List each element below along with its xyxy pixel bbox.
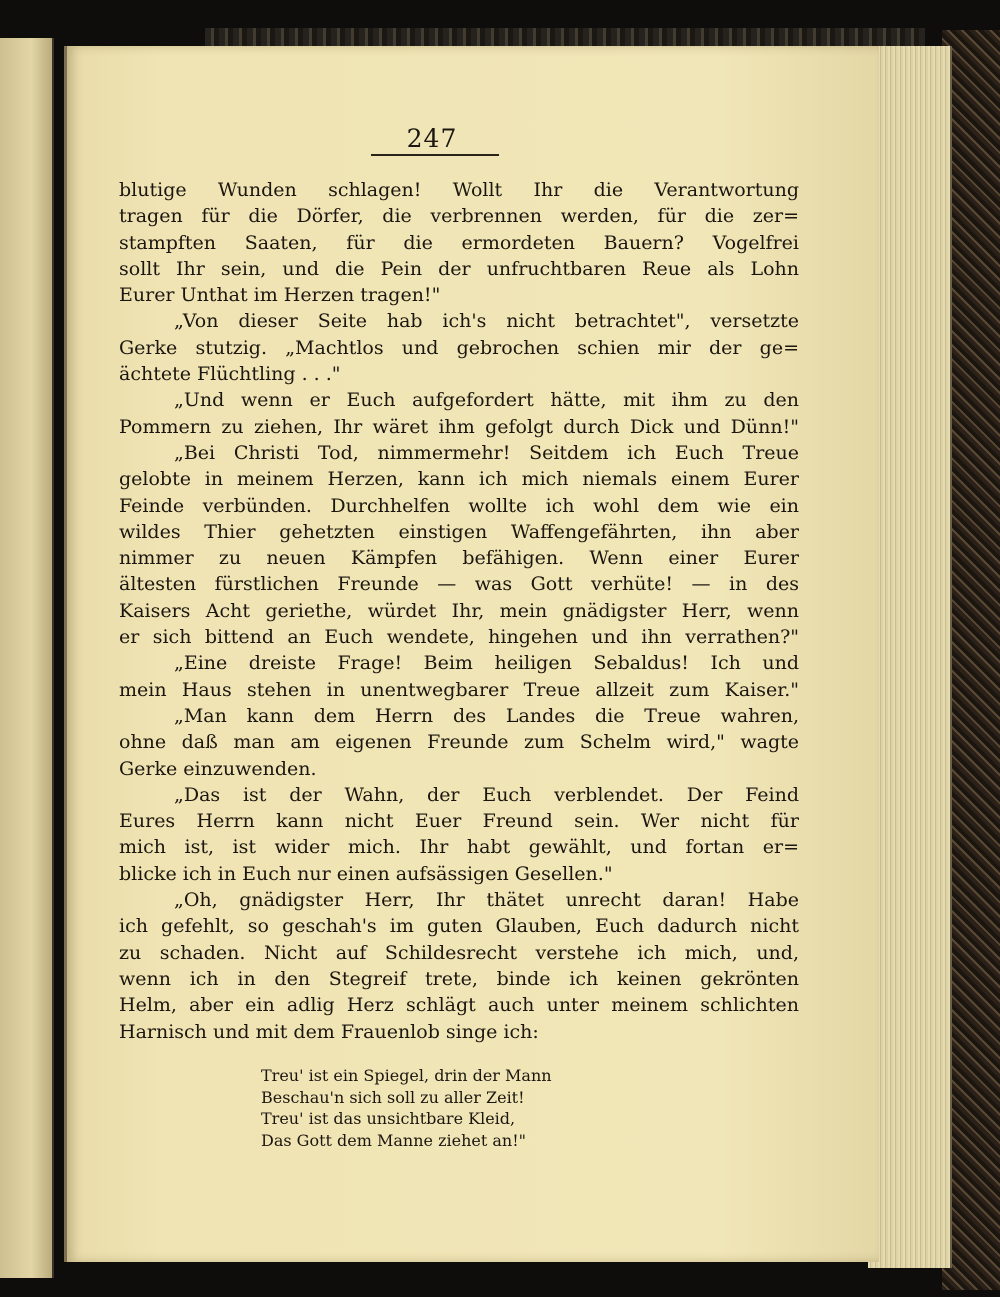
text-line: wildes Thier gehetzten einstigen Waffengefährten, ihn aber [119, 520, 799, 543]
text-line: wenn ich in den Stegreif trete, binde ich keinen gekrönten [119, 967, 799, 990]
text-line: Pommern zu ziehen, Ihr wäret ihm gefolgt durch Dick und Dünn!" [119, 415, 799, 438]
text-line: er sich bittend an Euch wendete, hingehen und ihn verrathen?" [119, 626, 799, 649]
page-block-edges [868, 46, 952, 1268]
text-line: „Oh, gnädigster Herr, Ihr thätet unrecht daran! Habe [174, 889, 799, 912]
text-line: nimmer zu neuen Kämpfen befähigen. Wenn einer Eurer [119, 547, 799, 570]
book-page [64, 46, 879, 1262]
text-line: „Bei Christi Tod, nimmermehr! Seitdem ich Euch Treue [174, 441, 799, 464]
text-line: „Man kann dem Herrn des Landes die Treue wahren, [174, 704, 799, 727]
poem-line: Beschau'n sich soll zu aller Zeit! [261, 1087, 525, 1107]
poem-line: Treu' ist ein Spiegel, drin der Mann [261, 1066, 552, 1085]
text-line: Gerke stutzig. „Machtlos und gebrochen schien mir der ge= [119, 336, 799, 359]
text-line: sollt Ihr sein, und die Pein der unfruchtbaren Reue als Lohn [119, 257, 799, 280]
text-line: stampften Saaten, für die ermordeten Bauern? Vogelfrei [119, 231, 799, 254]
text-line: ächtete Flüchtling . . ." [119, 363, 341, 386]
poem-quote [261, 1065, 681, 1151]
text-line: Eures Herrn kann nicht Euer Freund sein. Wer nicht für [119, 810, 799, 833]
text-line: Feinde verbünden. Durchhelfen wollte ich wohl dem wie ein [119, 494, 799, 517]
text-line: Kaisers Acht geriethe, würdet Ihr, mein gnädigster Herr, wenn [119, 599, 799, 622]
text-line: Harnisch und mit dem Frauenlob singe ich: [119, 1020, 539, 1043]
text-line: ältesten fürstlichen Freunde — was Gott verhüte! — in des [119, 573, 799, 596]
poem-line: Das Gott dem Manne ziehet an!" [261, 1130, 527, 1150]
text-line: „Das ist der Wahn, der Euch verblendet. Der Feind [174, 783, 799, 806]
text-line: ohne daß man am eigenen Freunde zum Schelm wird," wagte [119, 731, 799, 754]
text-line: Gerke einzuwenden. [119, 757, 317, 780]
text-line: „Von dieser Seite hab ich's nicht betrachtet", versetzte [174, 310, 799, 333]
text-line: ich gefehlt, so geschah's im guten Glauben, Euch dadurch nicht [119, 915, 799, 938]
header-rule [371, 154, 499, 156]
text-line: Eurer Unthat im Herzen tragen!" [119, 284, 441, 307]
facing-page-edge [0, 38, 54, 1278]
text-line: mein Haus stehen in unentwegbarer Treue allzeit zum Kaiser." [119, 678, 799, 701]
text-line: blutige Wunden schlagen! Wollt Ihr die Verantwortung [119, 179, 799, 201]
body-text [119, 177, 799, 1045]
text-line: „Eine dreiste Frage! Beim heiligen Sebaldus! Ich und [174, 652, 799, 675]
text-line: zu schaden. Nicht auf Schildesrecht verstehe ich mich, und, [119, 941, 799, 964]
text-line: mich ist, ist wider mich. Ihr habt gewählt, und fortan er= [119, 836, 799, 859]
text-line: blicke ich in Euch nur einen aufsässigen Gesellen." [119, 862, 613, 885]
page-number: 247 [406, 124, 458, 153]
poem-line: Treu' ist das unsichtbare Kleid, [261, 1109, 516, 1128]
text-line: tragen für die Dörfer, die verbrennen werden, für die zer= [119, 205, 799, 228]
text-line: gelobte in meinem Herzen, kann ich mich niemals einem Eurer [119, 468, 799, 491]
text-line: „Und wenn er Euch aufgefordert hätte, mit ihm zu den [174, 389, 799, 412]
text-line: Helm, aber ein adlig Herz schlägt auch unter meinem schlichten [119, 994, 799, 1017]
